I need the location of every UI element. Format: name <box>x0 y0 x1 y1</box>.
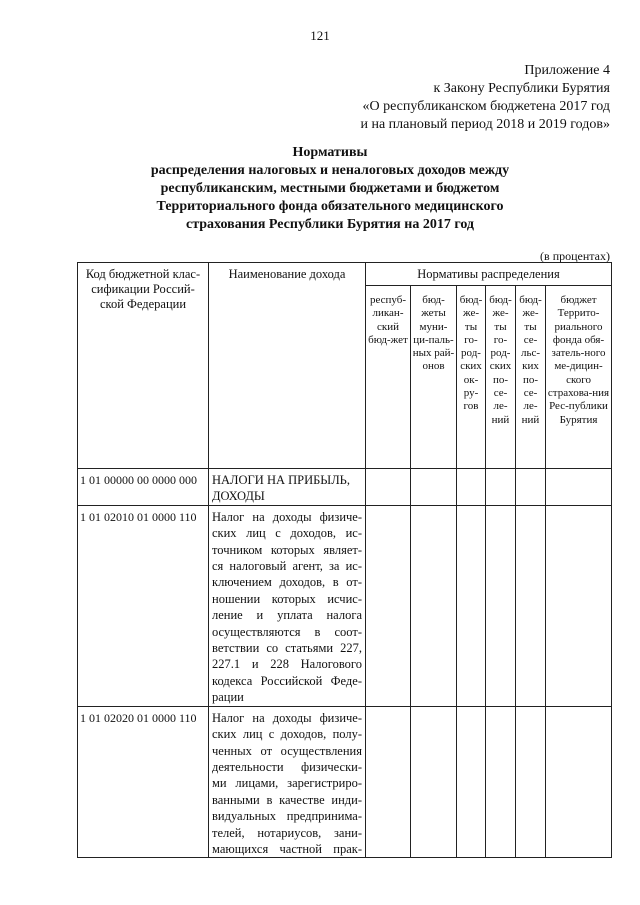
row-name-line: НАЛОГИ НА ПРИБЫЛЬ, <box>212 473 350 487</box>
appendix-reference <box>360 62 610 134</box>
subheader-medical-insurance-fund: бюджет Террито-риального фонда обя-затель-ного ме-дицин-ского страхова-ния Рес-публики Бурятия <box>546 286 612 469</box>
row-cell <box>366 505 411 706</box>
row-cell <box>516 706 546 858</box>
row-cell <box>486 706 516 858</box>
row-cell <box>411 505 457 706</box>
row-name-line: ских лиц с доходов, ис- <box>212 526 362 541</box>
norms-table <box>77 262 612 858</box>
header-norms: Нормативы распределения <box>366 263 612 286</box>
title-line: распределения налоговых и неналоговых доходов между <box>150 163 510 178</box>
row-cell <box>486 505 516 706</box>
row-name-line: ся налоговый агент, за ис- <box>212 559 362 574</box>
row-cell <box>546 469 612 506</box>
units-note: (в процентах) <box>540 249 610 263</box>
row-name-line: ванными в качестве инди- <box>212 792 362 807</box>
row-name-line: ношении которых исчис- <box>212 591 362 606</box>
row-name-line: ми лицами, зарегистриро- <box>212 776 362 791</box>
row-name-line: 227.1 и 228 Налогового <box>212 657 362 672</box>
subheader-rural-settlements: бюд-же-ты се-льс-ких по-се-ле-ний <box>516 286 546 469</box>
document-title <box>60 144 600 234</box>
row-name-line: ключением доходов, в от- <box>212 575 362 590</box>
table-row <box>78 505 612 706</box>
row-name-line: ченных от осуществления <box>212 743 362 758</box>
row-name-line: ление и уплата налога <box>212 608 362 623</box>
row-cell <box>457 469 486 506</box>
row-name-line: кодекса Российской Феде- <box>212 673 362 688</box>
title-line: страхования Республики Бурятия на 2017 год <box>185 217 475 232</box>
page-number: 121 <box>310 28 330 43</box>
row-name-line: телей, нотариусов, зани- <box>212 825 362 840</box>
row-cell <box>411 469 457 506</box>
subheader-municipal-districts: бюд-жеты муни-ци-паль-ных рай-онов <box>411 286 457 469</box>
row-name-line: деятельности физически- <box>212 759 362 774</box>
title-line: Нормативы <box>292 145 368 160</box>
row-cell <box>366 469 411 506</box>
row-cell <box>546 505 612 706</box>
row-name-line: ветствии со статьями 227, <box>212 641 362 656</box>
row-cell <box>457 505 486 706</box>
appendix-line: к Закону Республики Бурятия <box>433 81 610 96</box>
row-name <box>209 505 366 706</box>
subheader-urban-settlements: бюд-же-ты го-род-ских по-се-ле-ний <box>486 286 516 469</box>
row-code: 1 01 02020 01 0000 110 <box>78 706 209 858</box>
row-name-line: видуальных предпринима- <box>212 809 362 824</box>
title-line: Территориального фонда обязательного медицинского <box>156 199 504 214</box>
row-name-line: ДОХОДЫ <box>212 489 265 504</box>
row-cell <box>366 706 411 858</box>
row-cell <box>546 706 612 858</box>
row-name-line: Налог на доходы физиче- <box>212 509 362 524</box>
row-code: 1 01 00000 00 0000 000 <box>78 469 209 506</box>
subheader-republican-budget: респуб-ликан-ский бюд-жет <box>366 286 411 469</box>
row-name <box>209 706 366 858</box>
row-name-line: мающихся частной прак- <box>212 841 362 856</box>
row-name-line: точником которых являет- <box>212 542 362 557</box>
row-cell <box>516 505 546 706</box>
title-line: республиканским, местными бюджетами и бюджетом <box>160 181 500 196</box>
row-cell <box>457 706 486 858</box>
row-name-line: Налог на доходы физиче- <box>212 710 362 725</box>
table-row <box>78 706 612 858</box>
header-name: Наименование дохода <box>209 263 366 469</box>
appendix-line: Приложение 4 <box>524 63 610 78</box>
appendix-line: «О республиканском бюджетена 2017 год <box>362 99 610 114</box>
row-code: 1 01 02010 01 0000 110 <box>78 505 209 706</box>
row-name-line: осуществляются в соот- <box>212 624 362 639</box>
table-row <box>78 469 612 506</box>
row-cell <box>516 469 546 506</box>
subheader-city-districts: бюд-же-ты го-род-ских ок-ру-гов <box>457 286 486 469</box>
row-name-line: рации <box>212 690 244 705</box>
header-code: Код бюджетной клас-сификации Россий-ской Федерации <box>78 263 209 469</box>
appendix-line: и на плановый период 2018 и 2019 годов» <box>360 117 610 132</box>
row-cell <box>486 469 516 506</box>
row-name-line: ских лиц с доходов, полу- <box>212 727 362 742</box>
row-name <box>209 469 366 506</box>
row-cell <box>411 706 457 858</box>
